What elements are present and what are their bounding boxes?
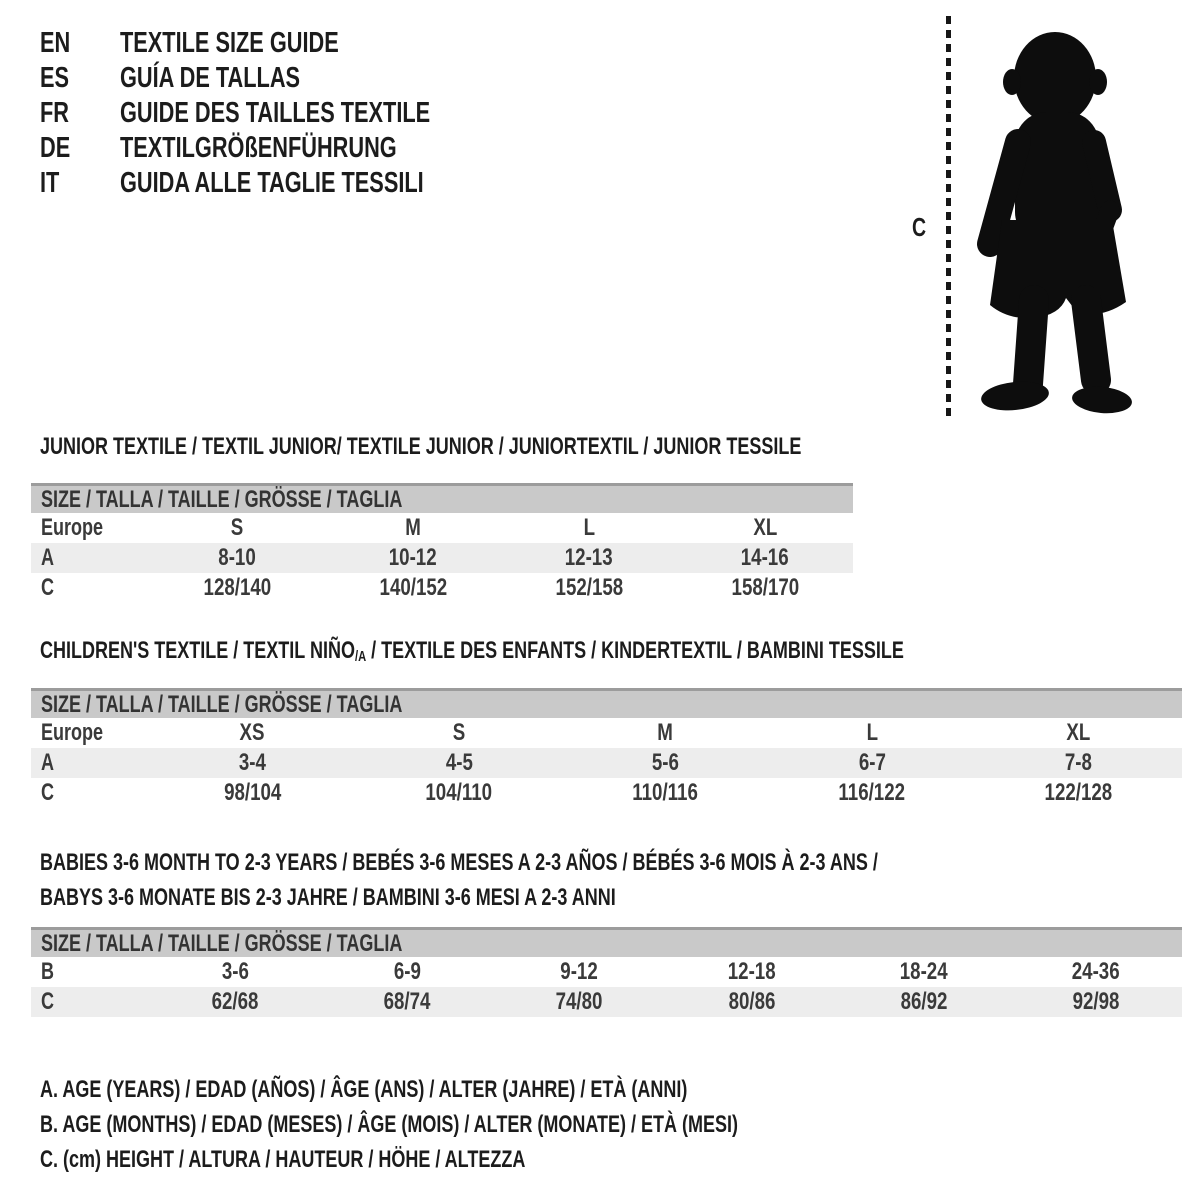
junior-size-band-text: SIZE / TALLA / TAILLE / GRÖSSE / TAGLIA	[41, 485, 403, 513]
size-value-cell: 12-13	[565, 544, 613, 571]
size-value-cell: 9-12	[560, 958, 599, 985]
size-value-cell: M	[405, 514, 421, 541]
junior-size-band	[31, 483, 853, 513]
children-heading-post: / TEXTILE DES ENFANTS / KINDERTEXTIL / BAMBINI TESSILE	[366, 637, 904, 664]
size-value-cell: XL	[1066, 719, 1091, 746]
legend-line-c: C. (cm) HEIGHT / ALTURA / HAUTEUR / HÖHE / ALTEZZA	[40, 1146, 526, 1173]
size-value-cell: 5-6	[651, 749, 680, 776]
row-label: C	[41, 779, 55, 806]
legend-line-b: B. AGE (MONTHS) / EDAD (MESES) / ÂGE (MOIS) / ALTER (MONATE) / ETÀ (MESI)	[40, 1111, 738, 1138]
size-value-cell: L	[583, 514, 595, 541]
babies-size-table	[31, 927, 1182, 1017]
junior-table-rows	[31, 513, 853, 603]
row-label: A	[41, 749, 55, 776]
language-code-en: EN	[40, 27, 71, 59]
size-table-row	[31, 573, 853, 603]
legend-line-a: A. AGE (YEARS) / EDAD (AÑOS) / ÂGE (ANS) / ALTER (JAHRE) / ETÀ (ANNI)	[40, 1076, 688, 1103]
junior-heading-text: JUNIOR TEXTILE / TEXTIL JUNIOR/ TEXTILE JUNIOR / JUNIORTEXTIL / JUNIOR TESSILE	[40, 433, 802, 460]
children-table-rows	[31, 718, 1182, 808]
size-value-cell: 62/68	[211, 988, 259, 1015]
size-table-row	[31, 748, 1182, 778]
size-value-cell: 86/92	[900, 988, 948, 1015]
legend	[40, 1072, 971, 1177]
height-marker-label: C	[912, 212, 927, 242]
language-title-es: GUÍA DE TALLAS	[120, 62, 301, 94]
children-heading-text	[40, 638, 904, 667]
toddler-silhouette-icon	[960, 14, 1138, 418]
size-value-cell: 80/86	[728, 988, 776, 1015]
size-value-cell: S	[452, 719, 466, 746]
size-table-row	[31, 543, 853, 573]
language-title-it: GUIDA ALLE TAGLIE TESSILI	[120, 167, 424, 199]
language-title-fr: GUIDE DES TAILLES TEXTILE	[120, 97, 431, 129]
row-label: C	[41, 988, 55, 1015]
babies-heading-line-1: BABIES 3-6 MONTH TO 2-3 YEARS / BEBÉS 3-6 MESES A 2-3 AÑOS / BÉBÉS 3-6 MOIS À 2-3 ANS /	[40, 849, 878, 876]
size-value-cell: 24-36	[1071, 958, 1120, 985]
children-heading-pre: CHILDREN'S TEXTILE / TEXTIL NIÑO	[40, 637, 355, 664]
size-value-cell: 110/116	[632, 779, 699, 806]
language-code-de: DE	[40, 132, 71, 164]
babies-section-heading	[40, 850, 1157, 920]
row-label: Europe	[41, 514, 104, 541]
size-value-cell: 3-4	[238, 749, 266, 776]
size-value-cell: 14-16	[741, 544, 789, 571]
row-label: Europe	[41, 719, 104, 746]
language-code-it: IT	[40, 167, 60, 199]
language-title-list	[40, 27, 534, 199]
size-value-cell: 158/170	[731, 574, 799, 601]
size-value-cell: 152/158	[555, 574, 623, 601]
children-size-band-text: SIZE / TALLA / TAILLE / GRÖSSE / TAGLIA	[41, 690, 403, 718]
size-value-cell: XL	[753, 514, 777, 541]
size-value-cell: 98/104	[223, 779, 281, 806]
children-heading-sub: /A	[354, 648, 367, 665]
row-label: A	[41, 544, 55, 571]
height-dashed-line	[946, 16, 951, 416]
language-code-es: ES	[40, 62, 70, 94]
language-title-en: TEXTILE SIZE GUIDE	[120, 27, 339, 59]
size-value-cell: 92/98	[1072, 988, 1120, 1015]
babies-size-band	[31, 927, 1182, 957]
size-value-cell: S	[230, 514, 244, 541]
size-value-cell: 74/80	[555, 988, 603, 1015]
size-value-cell: 4-5	[445, 749, 473, 776]
size-value-cell: 116/122	[838, 779, 906, 806]
language-title-de: TEXTILGRÖßENFÜHRUNG	[120, 132, 397, 164]
size-value-cell: XS	[239, 719, 265, 746]
children-size-band	[31, 688, 1182, 718]
size-table-row	[31, 987, 1182, 1017]
size-value-cell: 68/74	[383, 988, 431, 1015]
babies-size-band-text: SIZE / TALLA / TAILLE / GRÖSSE / TAGLIA	[41, 929, 403, 957]
size-value-cell: 6-7	[858, 749, 886, 776]
size-value-cell: 8-10	[218, 544, 256, 571]
row-label: C	[41, 574, 55, 601]
babies-table-rows	[31, 957, 1182, 1017]
size-table-row	[31, 957, 1182, 987]
size-table-row	[31, 718, 1182, 748]
size-value-cell: L	[866, 719, 878, 746]
size-table-row	[31, 513, 853, 543]
size-value-cell: 128/140	[203, 574, 271, 601]
size-value-cell: 6-9	[393, 958, 421, 985]
size-table-row	[31, 778, 1182, 808]
language-code-fr: FR	[40, 97, 70, 129]
size-value-cell: 18-24	[899, 958, 948, 985]
size-value-cell: 122/128	[1044, 779, 1113, 806]
size-value-cell: 3-6	[221, 958, 249, 985]
children-size-table	[31, 688, 1182, 808]
junior-size-table	[31, 483, 853, 603]
size-value-cell: 10-12	[389, 544, 437, 571]
size-value-cell: 104/110	[425, 779, 493, 806]
size-value-cell: 12-18	[727, 958, 776, 985]
junior-section-heading	[40, 434, 1055, 459]
row-label: B	[41, 958, 55, 985]
size-value-cell: 7-8	[1065, 749, 1093, 776]
size-value-cell: M	[657, 719, 674, 746]
size-value-cell: 140/152	[379, 574, 447, 601]
children-section-heading	[40, 638, 1192, 667]
babies-heading-line-2: BABYS 3-6 MONATE BIS 2-3 JAHRE / BAMBINI 3-6 MESI A 2-3 ANNI	[40, 884, 616, 911]
